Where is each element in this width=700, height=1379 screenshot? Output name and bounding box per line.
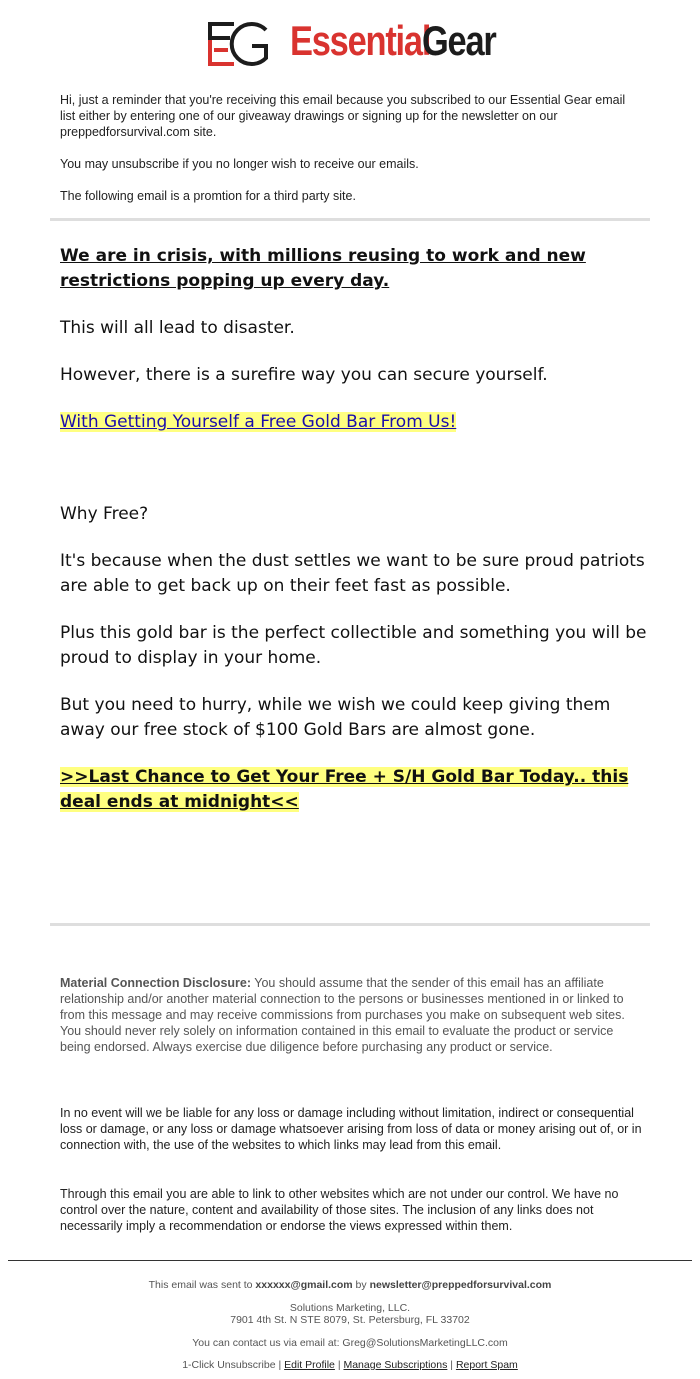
logo-text-gear: Gear (422, 17, 496, 64)
logo-text-essential: Essential (290, 17, 431, 64)
paragraph-collectible: Plus this gold bar is the perfect collectible and something you will be proud to display in your home. (60, 623, 647, 668)
divider-top (50, 218, 650, 221)
paragraph-secure: However, there is a surefire way you can secure yourself. (60, 365, 548, 385)
sender-email: newsletter@preppedforsurvival.com (369, 1279, 552, 1291)
report-spam-link[interactable]: Report Spam (455, 1359, 518, 1371)
manage-subscriptions-link[interactable]: Manage Subscriptions (343, 1359, 448, 1371)
edit-profile-link[interactable]: Edit Profile (284, 1359, 335, 1371)
separator: | (447, 1359, 456, 1371)
one-click-unsubscribe[interactable]: 1-Click Unsubscribe (182, 1359, 276, 1371)
disclosure-text: You should assume that the sender of this email has an affiliate relationship and/or another material connection to the persons or businesses mentioned in or linked to from this message and may receive commissions from purchases you make on subsequent web sites. You should never rely solely on information contained in this email to evaluate the product or service being endorsed. Always exercise due diligence before purchasing any product or service. (60, 976, 625, 1054)
footer-contact: You can contact us via email at: Greg@SolutionsMarketingLLC.com (192, 1337, 508, 1349)
sent-prefix: This email was sent to (148, 1279, 256, 1291)
footer-sent-to (0, 1279, 700, 1291)
headline[interactable]: We are in crisis, with millions reusing to work and new restrictions popping up every day. (60, 246, 586, 291)
disclosure-label: Material Connection Disclosure: (60, 976, 252, 990)
footer-links (0, 1359, 700, 1371)
material-disclosure (60, 975, 645, 1055)
divider-bottom (50, 923, 650, 926)
intro-reminder: Hi, just a reminder that you're receiving this email because you subscribed to our Essential Gear email list either by entering one of our giveaway drawings or signing up for the newsletter on our preppedforsurvival.com site. (60, 93, 626, 139)
footer-divider (8, 1260, 692, 1261)
paragraph-hurry: But you need to hurry, while we wish we could keep giving them away our free stock of $100 Gold Bars are almost gone. (60, 695, 611, 740)
liability-notice: In no event will we be liable for any loss or damage including without limitation, indirect or consequential loss or damage, or any loss or damage whatsoever arising from loss of data or money arising out of, or in connection with, the use of the websites to which links may lead from this email. (60, 1106, 642, 1152)
free-gold-bar-link[interactable]: With Getting Yourself a Free Gold Bar From Us! (60, 412, 457, 432)
paragraph-disaster: This will all lead to disaster. (60, 318, 295, 338)
intro-section (60, 92, 640, 204)
intro-promotion-note: The following email is a promtion for a third party site. (60, 189, 356, 203)
paragraph-why-free: Why Free? (60, 504, 149, 524)
intro-unsubscribe-note: You may unsubscribe if you no longer wish to receive our emails. (60, 157, 419, 171)
separator: | (334, 1359, 344, 1371)
footer-address: 7901 4th St. N STE 8079, St. Petersburg, FL 33702 (230, 1314, 470, 1326)
separator: | (275, 1359, 285, 1371)
essential-gear-logo[interactable] (200, 14, 500, 70)
eg-monogram-icon (204, 18, 270, 68)
last-chance-cta-link[interactable]: >>Last Chance to Get Your Free + S/H Gold Bar Today.. this deal ends at midnight<< (60, 767, 629, 812)
sent-by: by (352, 1279, 370, 1291)
external-links-notice: Through this email you are able to link to other websites which are not under our control. We have no control over the nature, content and availability of those sites. The inclusion of any links does not necessarily imply a recommendation or endorse the views expressed within them. (60, 1187, 619, 1233)
paragraph-dust-settles: It's because when the dust settles we want to be sure proud patriots are able to get back up on their feet fast as possible. (60, 551, 645, 596)
recipient-email: xxxxxx@gmail.com (255, 1279, 353, 1291)
footer-company: Solutions Marketing, LLC. (289, 1302, 411, 1314)
main-content (60, 244, 650, 815)
